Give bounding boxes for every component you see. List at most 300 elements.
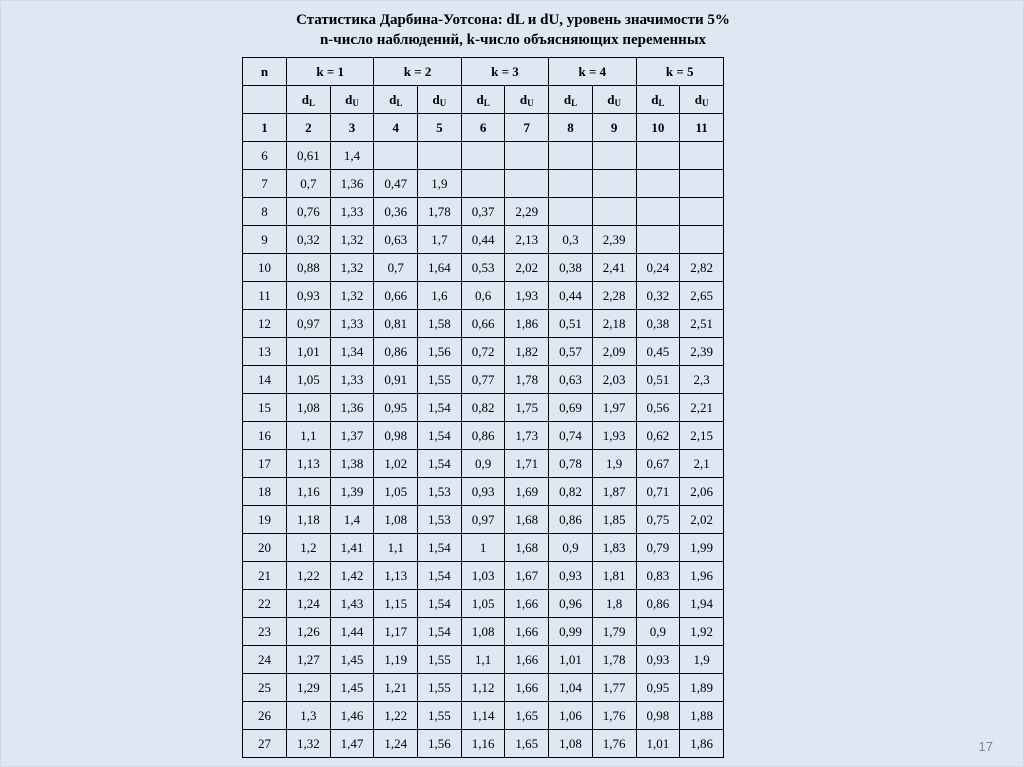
d-label-subscript: L	[396, 97, 403, 108]
table-cell: 1,76	[592, 730, 636, 758]
table-cell	[505, 170, 549, 198]
table-cell: 0,86	[636, 590, 680, 618]
table-cell: 1,66	[505, 590, 549, 618]
d-subheader	[330, 86, 374, 114]
d-subheader	[461, 86, 505, 114]
table-cell: 1,42	[330, 562, 374, 590]
table-cell: 1,55	[418, 674, 462, 702]
table-cell: 2,02	[680, 506, 724, 534]
n-value: 26	[243, 702, 287, 730]
d-label-subscript: L	[483, 97, 490, 108]
table-cell: 1,68	[505, 534, 549, 562]
table-cell: 0,95	[636, 674, 680, 702]
n-header: n	[243, 58, 287, 86]
table-cell: 1,43	[330, 590, 374, 618]
table-cell: 0,86	[549, 506, 593, 534]
table-cell: 1,66	[505, 618, 549, 646]
table-cell: 0,86	[461, 422, 505, 450]
table-cell: 1,55	[418, 702, 462, 730]
d-label-subscript: L	[571, 97, 578, 108]
table-cell: 0,91	[374, 366, 418, 394]
table-cell: 1,13	[374, 562, 418, 590]
subheader-row	[243, 86, 724, 114]
table-row	[243, 506, 724, 534]
table-cell: 1,54	[418, 562, 462, 590]
page-title	[1, 10, 1024, 50]
table-cell: 0,72	[461, 338, 505, 366]
table-row	[243, 394, 724, 422]
table-row	[243, 170, 724, 198]
d-label: d	[651, 91, 659, 107]
table-cell: 1,86	[680, 730, 724, 758]
table-cell: 1,33	[330, 310, 374, 338]
table-cell: 1,64	[418, 254, 462, 282]
table-cell: 0,32	[287, 226, 331, 254]
table-cell: 1,33	[330, 198, 374, 226]
table-cell: 0,81	[374, 310, 418, 338]
d-label-subscript: U	[439, 97, 447, 108]
table-cell: 0,44	[549, 282, 593, 310]
table-cell: 1,04	[549, 674, 593, 702]
column-number: 8	[549, 114, 593, 142]
table-row	[243, 674, 724, 702]
table-cell: 0,6	[461, 282, 505, 310]
column-number: 4	[374, 114, 418, 142]
k-group-header: k = 3	[461, 58, 548, 86]
table-cell: 1,87	[592, 478, 636, 506]
table-cell: 0,62	[636, 422, 680, 450]
table-cell: 1,29	[287, 674, 331, 702]
d-subheader	[680, 86, 724, 114]
table-cell: 1,45	[330, 646, 374, 674]
n-value: 9	[243, 226, 287, 254]
table-cell	[592, 142, 636, 170]
title-line-1: Статистика Дарбина-Уотсона: dL и dU, уровень значимости 5%	[296, 12, 730, 28]
table-cell: 1,81	[592, 562, 636, 590]
column-number: 5	[418, 114, 462, 142]
column-number: 10	[636, 114, 680, 142]
d-label: d	[476, 91, 484, 107]
d-subheader	[374, 86, 418, 114]
n-value: 22	[243, 590, 287, 618]
table-cell: 1,53	[418, 478, 462, 506]
table-cell: 0,53	[461, 254, 505, 282]
table-cell: 0,67	[636, 450, 680, 478]
table-row	[243, 534, 724, 562]
table-cell: 1,18	[287, 506, 331, 534]
table-cell: 1,02	[374, 450, 418, 478]
table-cell: 0,45	[636, 338, 680, 366]
table-cell: 1,24	[374, 730, 418, 758]
n-value: 16	[243, 422, 287, 450]
table-cell	[636, 198, 680, 226]
table-row	[243, 478, 724, 506]
table-body	[243, 58, 724, 758]
table-cell: 0,47	[374, 170, 418, 198]
table-cell: 1,36	[330, 170, 374, 198]
table-cell: 1,77	[592, 674, 636, 702]
table-cell: 0,56	[636, 394, 680, 422]
table-cell: 1,16	[287, 478, 331, 506]
d-label: d	[694, 91, 702, 107]
table-cell: 1,82	[505, 338, 549, 366]
table-cell: 0,51	[549, 310, 593, 338]
table-cell	[636, 170, 680, 198]
table-cell: 1,17	[374, 618, 418, 646]
column-number: 6	[461, 114, 505, 142]
table-cell: 1,15	[374, 590, 418, 618]
table-row	[243, 562, 724, 590]
table-cell: 1,93	[592, 422, 636, 450]
table-row	[243, 702, 724, 730]
n-value: 20	[243, 534, 287, 562]
table-cell: 0,32	[636, 282, 680, 310]
table-cell: 1,41	[330, 534, 374, 562]
d-subheader	[636, 86, 680, 114]
title-line-2: n-число наблюдений, k-число объясняющих переменных	[319, 32, 707, 48]
page-number: 17	[978, 739, 993, 754]
table-cell: 0,51	[636, 366, 680, 394]
table-cell: 1,32	[330, 282, 374, 310]
n-value: 11	[243, 282, 287, 310]
table-cell: 2,1	[680, 450, 724, 478]
table-cell: 1,65	[505, 730, 549, 758]
table-cell: 1,4	[330, 506, 374, 534]
table-cell: 1,73	[505, 422, 549, 450]
table-cell: 1,06	[549, 702, 593, 730]
table-cell: 0,93	[461, 478, 505, 506]
table-cell: 1,8	[592, 590, 636, 618]
k-group-header: k = 4	[549, 58, 636, 86]
table-cell: 1,6	[418, 282, 462, 310]
table-cell: 1,39	[330, 478, 374, 506]
d-subheader	[549, 86, 593, 114]
n-value: 10	[243, 254, 287, 282]
table-cell: 1,2	[287, 534, 331, 562]
table-cell: 0,82	[461, 394, 505, 422]
table-cell: 1,65	[505, 702, 549, 730]
column-number: 9	[592, 114, 636, 142]
table-cell: 1,03	[461, 562, 505, 590]
d-label-subscript: U	[614, 97, 622, 108]
table-cell: 0,82	[549, 478, 593, 506]
d-label-subscript: U	[701, 97, 709, 108]
table-cell: 0,93	[287, 282, 331, 310]
table-cell	[592, 198, 636, 226]
table-cell: 1,55	[418, 366, 462, 394]
table-cell: 1,3	[287, 702, 331, 730]
d-label: d	[607, 91, 615, 107]
table-cell: 1,33	[330, 366, 374, 394]
table-cell: 1,05	[287, 366, 331, 394]
d-subheader	[287, 86, 331, 114]
table-cell: 0,63	[549, 366, 593, 394]
table-cell: 0,71	[636, 478, 680, 506]
table-cell: 0,7	[374, 254, 418, 282]
table-cell: 1,9	[592, 450, 636, 478]
table-cell: 1,54	[418, 450, 462, 478]
table-cell: 1,01	[636, 730, 680, 758]
table-cell: 1,56	[418, 338, 462, 366]
table-cell: 0,93	[636, 646, 680, 674]
d-subheader	[592, 86, 636, 114]
table-cell: 1,13	[287, 450, 331, 478]
table-cell: 2,28	[592, 282, 636, 310]
table-cell: 0,95	[374, 394, 418, 422]
table-row	[243, 142, 724, 170]
table-cell: 1,14	[461, 702, 505, 730]
d-label: d	[301, 91, 309, 107]
table-cell	[680, 170, 724, 198]
table-cell: 1,75	[505, 394, 549, 422]
table-cell: 0,38	[636, 310, 680, 338]
table-cell: 2,13	[505, 226, 549, 254]
d-label-subscript: U	[352, 97, 359, 108]
n-value: 21	[243, 562, 287, 590]
k-group-header: k = 1	[287, 58, 374, 86]
table-cell: 0,93	[549, 562, 593, 590]
table-cell: 1,37	[330, 422, 374, 450]
table-cell: 1,76	[592, 702, 636, 730]
table-cell: 1,32	[330, 254, 374, 282]
table-cell: 1,22	[374, 702, 418, 730]
table-cell: 1,47	[330, 730, 374, 758]
table-cell: 1,16	[461, 730, 505, 758]
table-cell: 0,69	[549, 394, 593, 422]
table-cell: 0,66	[461, 310, 505, 338]
table-cell: 1,66	[505, 646, 549, 674]
table-cell: 0,79	[636, 534, 680, 562]
table-cell: 0,66	[374, 282, 418, 310]
table-cell: 1,96	[680, 562, 724, 590]
table-cell: 1,9	[680, 646, 724, 674]
table-cell: 0,57	[549, 338, 593, 366]
table-row	[243, 590, 724, 618]
table-cell: 1,26	[287, 618, 331, 646]
table-cell: 1,19	[374, 646, 418, 674]
durbin-watson-table	[242, 57, 724, 758]
table-cell: 1,94	[680, 590, 724, 618]
table-cell: 0,98	[636, 702, 680, 730]
table-row	[243, 226, 724, 254]
table-cell: 1,92	[680, 618, 724, 646]
table-cell: 1,66	[505, 674, 549, 702]
table-cell: 2,06	[680, 478, 724, 506]
table-cell: 0,44	[461, 226, 505, 254]
table-cell: 0,76	[287, 198, 331, 226]
table-cell: 1,45	[330, 674, 374, 702]
table-cell: 1,4	[330, 142, 374, 170]
table-cell: 1,01	[549, 646, 593, 674]
n-value: 18	[243, 478, 287, 506]
table-cell: 0,75	[636, 506, 680, 534]
table-cell: 2,29	[505, 198, 549, 226]
table-cell: 1,44	[330, 618, 374, 646]
table-cell: 1,55	[418, 646, 462, 674]
table-cell: 0,7	[287, 170, 331, 198]
table-cell: 1,7	[418, 226, 462, 254]
table-cell: 1,78	[505, 366, 549, 394]
table-cell: 0,96	[549, 590, 593, 618]
table-cell	[549, 142, 593, 170]
n-value: 25	[243, 674, 287, 702]
table-cell: 1,12	[461, 674, 505, 702]
table-row	[243, 310, 724, 338]
table-cell: 0,88	[287, 254, 331, 282]
table-cell: 2,18	[592, 310, 636, 338]
table-cell: 1,08	[461, 618, 505, 646]
table-cell: 1,01	[287, 338, 331, 366]
table-cell: 1,36	[330, 394, 374, 422]
column-number-row	[243, 114, 724, 142]
table-cell	[636, 226, 680, 254]
table-cell: 2,82	[680, 254, 724, 282]
d-label: d	[345, 91, 353, 107]
table-cell: 1,27	[287, 646, 331, 674]
table-cell: 1,24	[287, 590, 331, 618]
table-row	[243, 198, 724, 226]
d-subheader	[505, 86, 549, 114]
table-cell: 1,54	[418, 590, 462, 618]
d-label-subscript: L	[308, 97, 315, 108]
table-cell: 0,36	[374, 198, 418, 226]
table-cell: 2,3	[680, 366, 724, 394]
table-cell: 2,03	[592, 366, 636, 394]
table-cell: 2,65	[680, 282, 724, 310]
empty-subheader-cell	[243, 86, 287, 114]
table-cell: 2,21	[680, 394, 724, 422]
table-cell: 1,46	[330, 702, 374, 730]
table-cell: 1,21	[374, 674, 418, 702]
column-number: 11	[680, 114, 724, 142]
table-cell	[505, 142, 549, 170]
table-cell: 1,1	[287, 422, 331, 450]
header-row	[243, 58, 724, 86]
table-cell	[592, 170, 636, 198]
n-value: 19	[243, 506, 287, 534]
table-row	[243, 618, 724, 646]
table-cell: 1,54	[418, 422, 462, 450]
table-cell: 1,08	[549, 730, 593, 758]
table-cell: 0,77	[461, 366, 505, 394]
table-cell	[461, 170, 505, 198]
table-cell: 0,98	[374, 422, 418, 450]
table-cell: 1,56	[418, 730, 462, 758]
d-label: d	[389, 91, 397, 107]
table-cell: 1,71	[505, 450, 549, 478]
table-cell: 1,1	[461, 646, 505, 674]
table-cell: 2,41	[592, 254, 636, 282]
table-cell: 1,08	[374, 506, 418, 534]
table-cell: 2,39	[680, 338, 724, 366]
table-cell: 0,86	[374, 338, 418, 366]
d-label: d	[563, 91, 572, 107]
table-cell: 1,32	[330, 226, 374, 254]
table-cell: 0,3	[549, 226, 593, 254]
table-cell: 1,08	[287, 394, 331, 422]
table-cell: 1,88	[680, 702, 724, 730]
table-cell	[680, 142, 724, 170]
table-cell	[418, 142, 462, 170]
table-cell: 0,37	[461, 198, 505, 226]
table-cell: 1,05	[374, 478, 418, 506]
k-group-header: k = 2	[374, 58, 461, 86]
table-cell: 1,78	[592, 646, 636, 674]
table-cell: 1,67	[505, 562, 549, 590]
n-value: 17	[243, 450, 287, 478]
table-cell: 1,54	[418, 618, 462, 646]
table-cell: 1,99	[680, 534, 724, 562]
table-cell: 1,78	[418, 198, 462, 226]
table-cell: 0,38	[549, 254, 593, 282]
d-label-subscript: U	[527, 97, 534, 108]
table-cell: 1,9	[418, 170, 462, 198]
table-cell	[680, 226, 724, 254]
table-cell: 0,61	[287, 142, 331, 170]
table-cell: 1,32	[287, 730, 331, 758]
table-cell: 1,1	[374, 534, 418, 562]
table-row	[243, 450, 724, 478]
n-value: 7	[243, 170, 287, 198]
table-cell: 1,53	[418, 506, 462, 534]
table-row	[243, 338, 724, 366]
table-cell: 0,24	[636, 254, 680, 282]
n-value: 13	[243, 338, 287, 366]
table-cell: 1,05	[461, 590, 505, 618]
table-cell: 1,58	[418, 310, 462, 338]
table-row	[243, 254, 724, 282]
table-cell: 0,9	[549, 534, 593, 562]
n-value: 12	[243, 310, 287, 338]
table-row	[243, 282, 724, 310]
table-cell: 2,15	[680, 422, 724, 450]
table-cell: 1,86	[505, 310, 549, 338]
table-cell	[549, 170, 593, 198]
table-row	[243, 730, 724, 758]
d-subheader	[418, 86, 462, 114]
column-number: 7	[505, 114, 549, 142]
table-cell: 2,51	[680, 310, 724, 338]
table-cell: 0,83	[636, 562, 680, 590]
table-row	[243, 646, 724, 674]
column-number: 2	[287, 114, 331, 142]
n-value: 6	[243, 142, 287, 170]
table-cell: 0,9	[636, 618, 680, 646]
table-cell: 1,97	[592, 394, 636, 422]
table-cell: 1,34	[330, 338, 374, 366]
table-cell: 1,79	[592, 618, 636, 646]
d-label: d	[432, 91, 440, 107]
table-cell: 0,74	[549, 422, 593, 450]
n-value: 15	[243, 394, 287, 422]
table-cell: 0,99	[549, 618, 593, 646]
table-cell: 1,38	[330, 450, 374, 478]
d-label-subscript: L	[658, 97, 665, 108]
table-cell: 1,85	[592, 506, 636, 534]
table-cell: 1,22	[287, 562, 331, 590]
column-number: 1	[243, 114, 287, 142]
n-value: 23	[243, 618, 287, 646]
table-cell: 1,69	[505, 478, 549, 506]
table-cell	[549, 198, 593, 226]
table-row	[243, 422, 724, 450]
table-cell: 0,78	[549, 450, 593, 478]
table-cell	[636, 142, 680, 170]
table-cell	[461, 142, 505, 170]
d-label: d	[519, 91, 528, 107]
table-cell: 1,93	[505, 282, 549, 310]
table-cell	[374, 142, 418, 170]
